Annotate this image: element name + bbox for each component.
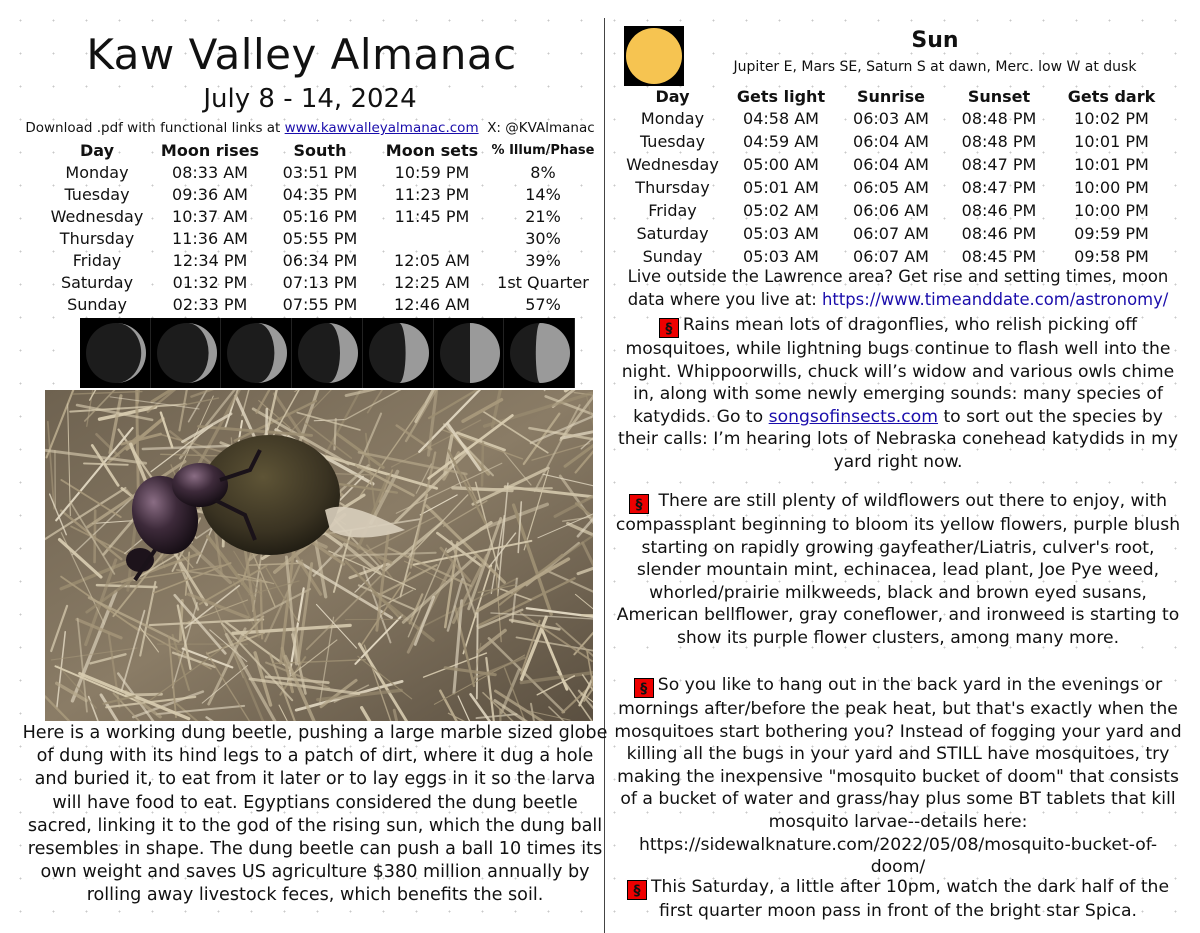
table-row — [620, 130, 1170, 153]
table-cell: Monday — [640, 109, 705, 128]
sun-section-title: Sun — [911, 28, 959, 53]
moon-phase-image — [292, 318, 363, 388]
table-cell: Wednesday — [50, 206, 144, 226]
table-cell: 05:03 AM — [743, 224, 819, 243]
table-cell: 05:00 AM — [743, 155, 819, 174]
table-cell: 08:45 PM — [961, 247, 1037, 266]
page-title: Kaw Valley Almanac — [86, 30, 517, 79]
paragraph-text: to sort out the species by their calls: I’m hearing lots of Nebraska conehead katydids in my yard right now. — [617, 406, 1179, 472]
table-cell: 04:35 PM — [282, 184, 358, 204]
paragraph-text: Rains mean lots of dragonflies, who relish picking off mosquitoes, while lightning bugs continue to flash well into the night. Whippoorwills, chuck will’s widow and various owls chime in, along with some newly emerging sounds: many species of katydids. Go to — [621, 315, 1175, 427]
table-cell: 12:46 AM — [394, 294, 470, 314]
moon-phase-image — [80, 318, 151, 388]
table-row — [620, 245, 1170, 268]
table-row — [38, 161, 598, 183]
table-cell: 06:03 AM — [853, 109, 929, 128]
table-cell: 09:59 PM — [1074, 224, 1149, 243]
table-cell: 05:55 PM — [282, 228, 358, 248]
table-cell: 08:47 PM — [961, 155, 1037, 174]
beetle-illustration — [45, 390, 593, 721]
table-cell: 07:55 PM — [282, 294, 358, 314]
table-cell: Wednesday — [626, 155, 719, 174]
table-cell: 08:33 AM — [172, 162, 248, 182]
table-cell: 39% — [525, 250, 561, 270]
paragraph-text: There are still plenty of wildflowers out there to enjoy, with compassplant beginning to bloom its yellow flowers, purple blush starting on rapidly growing gayfeather/Liatris, culver's root, slender mountain mint, echinacea, lead plant, Joe Pye weed, whorled/prairie milkweeds, black and brown eyed susans, American bellflower, gray coneflower, and ironweed is starting to show its purple flower clusters, among many more. — [615, 491, 1181, 648]
table-cell: 08:48 PM — [961, 109, 1037, 128]
table-row — [620, 176, 1170, 199]
table-cell: 06:07 AM — [853, 224, 929, 243]
sun-col-sunset: Sunset — [967, 87, 1031, 106]
dung-beetle-photo — [45, 390, 593, 721]
sun-col-day: Day — [655, 87, 690, 106]
table-cell: 10:00 PM — [1074, 178, 1149, 197]
paragraph-wildflowers — [612, 490, 1184, 650]
table-cell: 30% — [525, 228, 561, 248]
almanac-website-link[interactable]: www.kawvalleyalmanac.com — [284, 120, 479, 136]
sun-col-gets-light: Gets light — [736, 87, 826, 106]
section-mark-icon: § — [634, 678, 654, 698]
moon-col-rises: Moon rises — [160, 140, 260, 160]
timeanddate-link[interactable]: https://www.timeanddate.com/astronomy/ — [822, 289, 1169, 309]
moon-col-day: Day — [79, 140, 114, 160]
table-cell: 06:04 AM — [853, 155, 929, 174]
moon-phase-image — [504, 318, 575, 388]
sun-col-sunrise: Sunrise — [856, 87, 926, 106]
table-cell: 11:23 PM — [394, 184, 470, 204]
table-cell: 11:36 AM — [172, 228, 248, 248]
table-cell: Sunday — [67, 294, 127, 314]
table-cell: Tuesday — [639, 132, 706, 151]
moon-phase-image — [363, 318, 434, 388]
table-cell: 04:59 AM — [743, 132, 819, 151]
table-cell: 21% — [525, 206, 561, 226]
table-cell: 05:01 AM — [743, 178, 819, 197]
section-mark-icon: § — [627, 880, 647, 900]
moon-table-header — [38, 139, 598, 161]
table-cell: 10:00 PM — [1074, 201, 1149, 220]
songsofinsects-link[interactable]: songsofinsects.com — [768, 406, 938, 427]
moon-phase-image — [434, 318, 505, 388]
table-row — [620, 107, 1170, 130]
table-cell: 06:05 AM — [853, 178, 929, 197]
moon-table — [38, 139, 598, 315]
table-cell: 05:03 AM — [743, 247, 819, 266]
sun-table — [620, 86, 1170, 268]
table-cell: 10:02 PM — [1074, 109, 1149, 128]
table-row — [620, 199, 1170, 222]
table-cell: 08:46 PM — [961, 224, 1037, 243]
table-cell: Tuesday — [64, 184, 130, 204]
table-cell: 11:45 PM — [394, 206, 470, 226]
table-cell: 05:16 PM — [282, 206, 358, 226]
section-mark-icon: § — [629, 494, 649, 514]
location-note — [612, 266, 1184, 311]
table-cell: 07:13 PM — [282, 272, 358, 292]
table-cell: 01:32 PM — [172, 272, 248, 292]
table-cell: Monday — [65, 162, 129, 182]
table-row — [620, 153, 1170, 176]
table-cell: Friday — [72, 250, 122, 270]
table-cell: 1st Quarter — [497, 272, 589, 292]
moon-phase-image — [151, 318, 222, 388]
table-row — [620, 222, 1170, 245]
moon-col-illum: % Illum/Phase — [491, 142, 595, 158]
table-row — [38, 205, 598, 227]
table-row — [38, 227, 598, 249]
table-cell: 06:06 AM — [853, 201, 929, 220]
table-cell: 12:05 AM — [394, 250, 470, 270]
download-text: Download .pdf with functional links at — [25, 120, 281, 136]
table-cell: 08:46 PM — [961, 201, 1037, 220]
table-cell: 05:02 AM — [743, 201, 819, 220]
table-cell: Thursday — [635, 178, 710, 197]
table-cell: 12:34 PM — [172, 250, 248, 270]
paragraph-spica — [612, 876, 1184, 923]
table-cell: 03:51 PM — [282, 162, 358, 182]
table-row — [38, 183, 598, 205]
table-cell — [376, 227, 488, 249]
table-cell: Saturday — [60, 272, 134, 292]
moon-col-south: South — [293, 140, 347, 160]
table-cell: 09:58 PM — [1074, 247, 1149, 266]
table-cell: 02:33 PM — [172, 294, 248, 314]
table-cell: 12:25 AM — [394, 272, 470, 292]
paragraph-insects — [612, 314, 1184, 474]
table-cell: 09:36 AM — [172, 184, 248, 204]
section-mark-icon: § — [659, 318, 679, 338]
table-cell: 14% — [525, 184, 561, 204]
paragraph-text: This Saturday, a little after 10pm, watch the dark half of the first quarter moon pass in front of the bright star Spica. — [650, 877, 1170, 921]
photo-caption: Here is a working dung beetle, pushing a large marble sized globe of dung with its hind legs to a patch of dirt, where it dug a hole and buried it, to eat from it later or to lay eggs in it so the larva will have food to eat. Egyptians considered the dung beetle sacred, linking it to the god of the rising sun, which the dung ball resembles in shape. The dung beetle can push a ball 10 times its own weight and saves US agriculture $380 million annually by rolling away livestock feces, which benefits the soil. — [22, 723, 608, 906]
date-range: July 8 - 14, 2024 — [203, 84, 417, 114]
table-cell: 8% — [530, 162, 556, 182]
table-cell: Saturday — [636, 224, 709, 243]
paragraph-text: So you like to hang out in the back yard in the evenings or mornings after/before the peak heat, but that's exactly when the mosquitoes start bothering you? Instead of fogging your yard and killing all the bugs in your yard and STILL have mosquitoes, try making the inexpensive "mosquito bucket of doom" that consists of a bucket of water and grass/hay plus some BT tablets that kill mosquito larvae--details here: https://sidewalknature.com/2022/05/08/mosquito-bucket-of-doom/ — [614, 675, 1182, 878]
table-row — [38, 293, 598, 315]
location-note-text: Live outside the Lawrence area? Get rise and setting times, moon data where you live at: — [627, 267, 1169, 309]
table-cell: 10:01 PM — [1074, 132, 1149, 151]
moon-phase-strip — [80, 318, 575, 388]
moon-col-sets: Moon sets — [385, 140, 479, 160]
table-cell: Thursday — [59, 228, 135, 248]
sun-col-gets-dark: Gets dark — [1067, 87, 1156, 106]
table-cell: 57% — [525, 294, 561, 314]
table-cell: 08:48 PM — [961, 132, 1037, 151]
table-cell: 06:07 AM — [853, 247, 929, 266]
sun-icon — [624, 26, 684, 86]
download-line — [0, 119, 620, 137]
table-cell: 06:34 PM — [282, 250, 358, 270]
table-cell: 10:59 PM — [394, 162, 470, 182]
table-cell: Friday — [648, 201, 697, 220]
table-row — [38, 271, 598, 293]
moon-phase-image — [221, 318, 292, 388]
table-cell: 10:01 PM — [1074, 155, 1149, 174]
table-cell: Sunday — [642, 247, 703, 266]
paragraph-mosquitoes — [612, 674, 1184, 879]
table-cell: 06:04 AM — [853, 132, 929, 151]
table-cell: 08:47 PM — [961, 178, 1037, 197]
table-row — [38, 249, 598, 271]
table-cell: 10:37 AM — [172, 206, 248, 226]
planet-visibility: Jupiter E, Mars SE, Saturn S at dawn, Merc. low W at dusk — [733, 59, 1137, 75]
table-cell: 04:58 AM — [743, 109, 819, 128]
social-handle: X: @KVAlmanac — [487, 120, 595, 136]
sun-table-header — [620, 86, 1170, 107]
